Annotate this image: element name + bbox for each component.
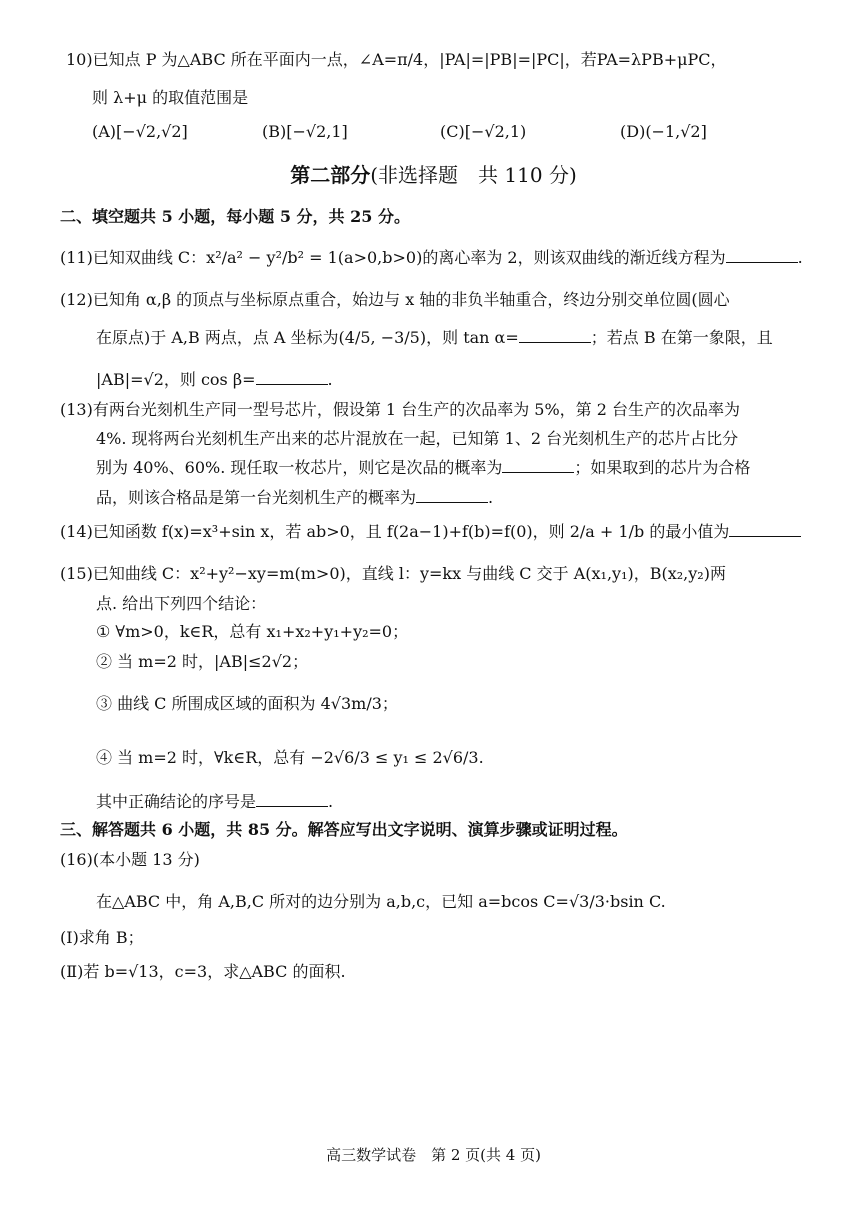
section2-header: 二、填空题共 5 小题，每小题 5 分，共 25 分。 bbox=[60, 207, 410, 226]
q16-part1: (Ⅰ)求角 B； bbox=[60, 928, 144, 947]
part2-title: 第二部分 bbox=[290, 163, 371, 187]
q15-line1: (15)已知曲线 C：x²+y²−xy=m(m>0)，直线 l：y=kx 与曲线 C 交于 A(x₁,y₁)，B(x₂,y₂)两 bbox=[60, 564, 726, 583]
q15-conclusion-1: ① ∀m>0，k∈R，总有 x₁+x₂+y₁+y₂=0； bbox=[96, 622, 409, 641]
q13-line3 bbox=[96, 458, 750, 477]
section3-header: 三、解答题共 6 小题，共 85 分。解答应写出文字说明、演算步骤或证明过程。 bbox=[60, 820, 628, 839]
q11-answer-blank[interactable] bbox=[726, 248, 798, 263]
q14-answer-blank[interactable] bbox=[729, 522, 801, 537]
q16-part2: (Ⅱ)若 b=√13，c=3，求△ABC 的面积. bbox=[60, 962, 346, 981]
q15-answer-blank[interactable] bbox=[256, 792, 328, 807]
q15-end: . bbox=[328, 792, 334, 811]
q13-line4 bbox=[96, 488, 493, 507]
q13-line2: 4%. 现将两台光刻机生产出来的芯片混放在一起，已知第 1、2 台光刻机生产的芯片占比分 bbox=[96, 429, 739, 448]
q10-option-a: (A)[−√2,√2] bbox=[92, 122, 188, 141]
q10-option-c: (C)[−√2,1) bbox=[440, 122, 527, 141]
q16-label: (16)(本小题 13 分) bbox=[60, 850, 200, 869]
q12-line3 bbox=[96, 370, 333, 389]
q15-conclusion-2: ② 当 m=2 时，|AB|≤2√2； bbox=[96, 652, 309, 671]
q11-end: . bbox=[797, 248, 803, 267]
q11-line bbox=[60, 248, 803, 267]
q15-conclusion-4: ④ 当 m=2 时，∀k∈R，总有 −2√6/3 ≤ y₁ ≤ 2√6/3. bbox=[96, 748, 484, 767]
page-footer: 高三数学试卷 第 2 页(共 4 页) bbox=[326, 1146, 541, 1164]
q12-line2a: 在原点)于 A,B 两点，点 A 坐标为(4/5, −3/5)，则 tan α= bbox=[96, 328, 519, 347]
q14-line bbox=[60, 522, 801, 541]
q13-end: . bbox=[488, 488, 494, 507]
q13-line1: (13)有两台光刻机生产同一型号芯片，假设第 1 台生产的次品率为 5%，第 2 台生产的次品率为 bbox=[60, 400, 741, 419]
part2-subtitle: (非选择题 共 110 分) bbox=[370, 163, 577, 187]
q12-tan-blank[interactable] bbox=[519, 328, 591, 343]
q13-line3b: ；如果取到的芯片为合格 bbox=[574, 458, 751, 477]
q12-end: . bbox=[327, 370, 333, 389]
q13-line4a: 品，则该合格品是第一台光刻机生产的概率为 bbox=[96, 488, 417, 507]
q12-line1: (12)已知角 α,β 的顶点与坐标原点重合，始边与 x 轴的非负半轴重合，终边分别交单位圆(圆心 bbox=[60, 290, 730, 309]
q12-line2b: ；若点 B 在第一象限，且 bbox=[590, 328, 773, 347]
q10-stem-line1: 10)已知点 P 为△ABC 所在平面内一点，∠A=π/4，|PA|=|PB|=|PC|，若PA=λPB+μPC， bbox=[66, 50, 727, 69]
part2-heading bbox=[0, 163, 867, 187]
q10-option-b: (B)[−√2,1] bbox=[262, 122, 348, 141]
q15-ask-text: 其中正确结论的序号是 bbox=[96, 792, 257, 811]
q11-text: (11)已知双曲线 C：x²/a² − y²/b² = 1(a>0,b>0)的离心率为 2，则该双曲线的渐近线方程为 bbox=[60, 248, 726, 267]
q10-stem-line2: 则 λ+μ 的取值范围是 bbox=[92, 88, 249, 107]
q12-cos-blank[interactable] bbox=[256, 370, 328, 385]
q12-line2 bbox=[96, 328, 773, 347]
q13-qualified-blank[interactable] bbox=[416, 488, 488, 503]
q13-line3a: 别为 40%、60%. 现任取一枚芯片，则它是次品的概率为 bbox=[96, 458, 503, 477]
q10-option-d: (D)(−1,√2] bbox=[620, 122, 707, 141]
q15-ask bbox=[96, 792, 333, 811]
q16-stem: 在△ABC 中，角 A,B,C 所对的边分别为 a,b,c，已知 a=bcos C=√3/3·bsin C. bbox=[96, 892, 666, 911]
q15-conclusion-3: ③ 曲线 C 所围成区域的面积为 4√3m/3； bbox=[96, 694, 398, 713]
q13-defect-blank[interactable] bbox=[502, 458, 574, 473]
q12-line3a: |AB|=√2，则 cos β= bbox=[96, 370, 256, 389]
q15-line2: 点. 给出下列四个结论： bbox=[96, 594, 267, 613]
q14-text: (14)已知函数 f(x)=x³+sin x，若 ab>0，且 f(2a−1)+f(b)=f(0)，则 2/a + 1/b 的最小值为 bbox=[60, 522, 730, 541]
